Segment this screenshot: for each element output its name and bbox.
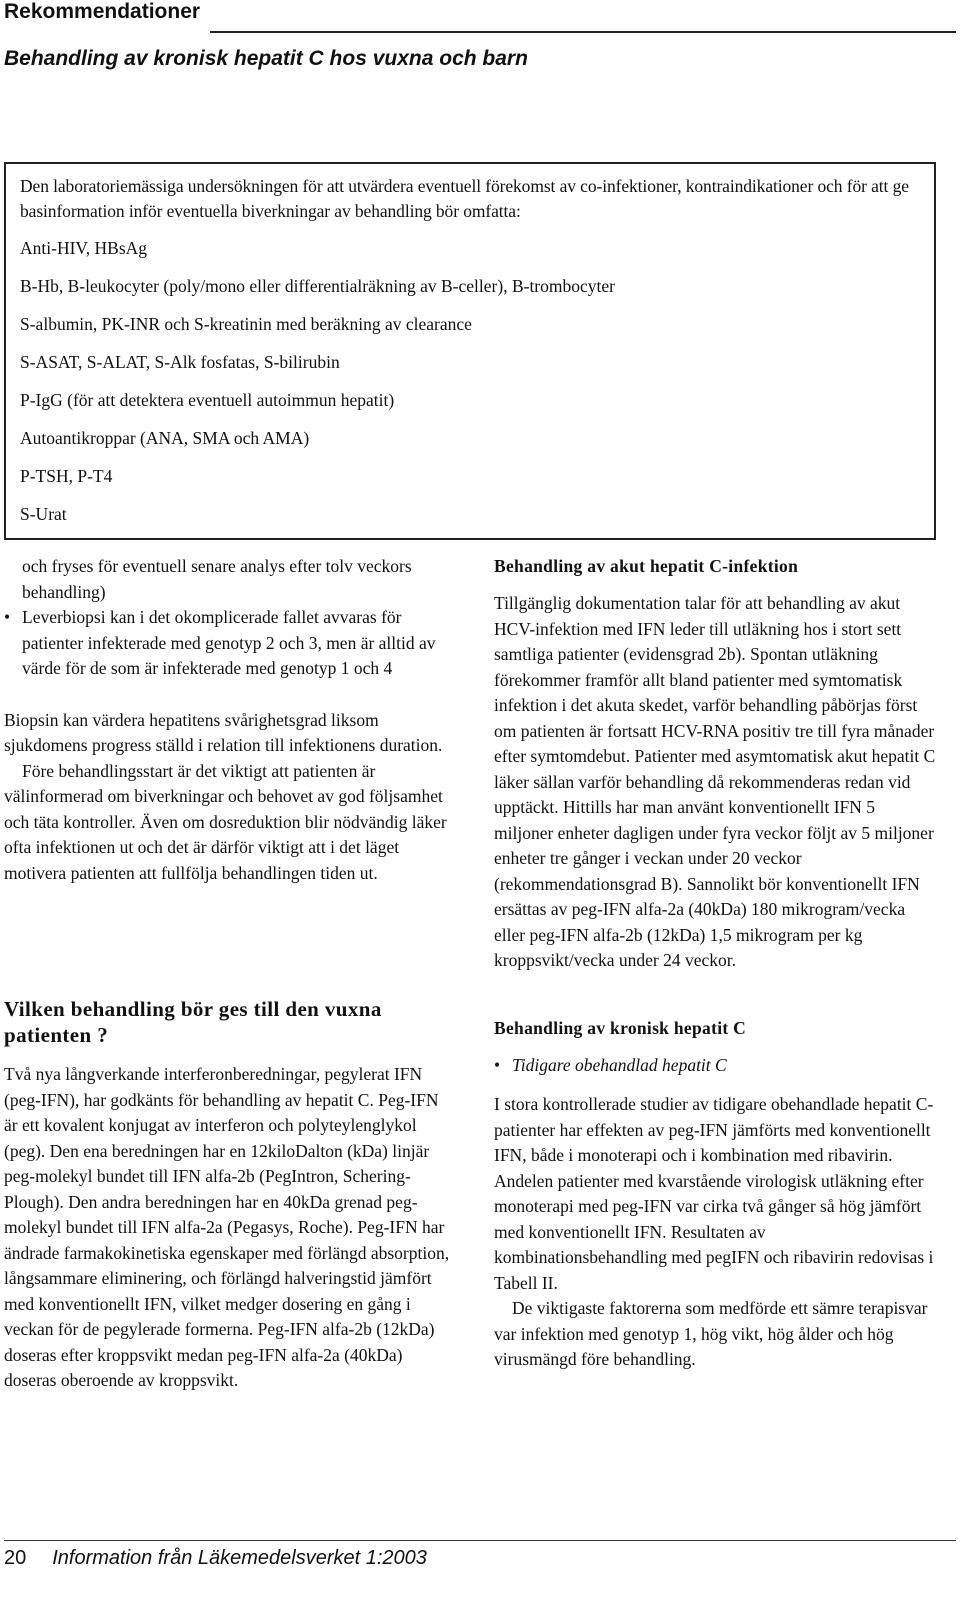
box-item: Autoantikroppar (ANA, SMA och AMA) (20, 428, 310, 448)
box-item: S-Urat (20, 504, 67, 524)
box-item: S-ASAT, S-ALAT, S-Alk fosfatas, S-bilirubin (20, 352, 340, 372)
lab-tests-box (4, 162, 936, 540)
box-item: P-TSH, P-T4 (20, 466, 113, 486)
left-column-upper (4, 554, 452, 886)
bullet-text: Tidigare obehandlad hepatit C (512, 1054, 727, 1075)
subheading-chronic: Behandling av kronisk hepatit C (494, 1017, 747, 1038)
bullet-text: Leverbiopsi kan i det okomplicerade fallet avvaras för patienter infekterade med genotyp 2 och 3, men är alltid av värde för de som är infekterade med genotyp 1 och 4 (22, 607, 436, 678)
paragraph: I stora kontrollerade studier av tidigare obehandlade hepatit C-patienter har effekten av peg-IFN jämförts med konventionellt IFN, både i monoterapi och i kombination med ribavirin. Andelen patienter med kvarstående virologisk utläkning efter monoterapi med peg-IFN var cirka två gånger så hög jämfört med konventionellt IFN. Resultaten av kombinationsbehandling med pegIFN och ribavirin redovisas i Tabell II. (494, 1094, 934, 1293)
box-item: B-Hb, B-leukocyter (poly/mono eller differentialräkning av B-celler), B-trombocyter (20, 276, 615, 296)
biopsy-bullet (4, 605, 452, 682)
paragraph: Biopsin kan värdera hepatitens svårighetsgrad liksom sjukdomens progress ställd i relation till infektionens duration. (4, 709, 443, 755)
box-intro-text: Den laboratoriemässiga undersökningen för att utvärdera eventuell förekomst av co-infektioner, kontraindikationer och för att ge basinformation inför eventuella biverkningar av behandling bör omfatta: (20, 176, 909, 221)
section-heading: Vilken behandling bör ges till den vuxna patienten ? (4, 997, 382, 1047)
page-number: 20 (4, 1547, 27, 1569)
paragraph: Tillgänglig dokumentation talar för att behandling av akut HCV-infektion med IFN leder till utläkning hos i stort sett samtliga patienter (evidensgrad 2b). Spontan utläkning förekommer framför allt bland patienter med symtomatisk infektion i det akuta skedet, varför behandling påbörjas först om patienten är fortsatt HCV-RNA positiv tre till fyra månader efter symtomdebut. Patienter med asymtomatisk akut hepatit C läker sällan varför behandling då rekommenderas redan vid upptäckt. Hittills har man använt konventionellt IFN 5 miljoner enheter dagligen under fyra veckor följt av 5 miljoner enheter tre gånger i veckan under 20 veckor (rekommendationsgrad B). Sannolikt bör konventionellt IFN ersättas av peg-IFN alfa-2a (40kDa) 180 mikrogram/vecka eller peg-IFN alfa-2b (12kDa) 1,5 mikrogram per kg kroppsvikt/vecka under 24 veckor. (494, 593, 936, 970)
bullet-icon: • (494, 1054, 501, 1075)
paragraph: Två nya långverkande interferonberedningar, pegylerat IFN (peg-IFN), har godkänts för behandling av hepatit C. Peg-IFN är ett kovalent konjugat av interferon och polyteylenglykol (peg). Den ena beredningen har en 12kiloDalton (kDa) linjär peg-molekyl bundet till IFN alfa-2b (PegIntron, Schering-Plough). Den andra beredningen har en 40kDa grenad peg-molekyl bundet till IFN alfa-2a (Pegasys, Roche). Peg-IFN har ändrade farmakokinetiska egenskaper med förlängd absorption, långsammare eliminering, och förlängd halveringstid jämfört med konventionellt IFN, vilket medger dosering en gång i veckan för de pegylerade formerna. Peg-IFN alfa-2b (12kDa) doseras efter kroppsvikt medan peg-IFN alfa-2a (40kDa) doseras oberoende av kroppsvikt. (4, 1064, 450, 1390)
untreated-bullet (494, 1053, 936, 1079)
document-subtitle: Behandling av kronisk hepatit C hos vuxna och barn (4, 47, 528, 70)
bullet-icon: • (4, 607, 11, 627)
footer-rule (4, 1540, 956, 1541)
page-footer (4, 1546, 427, 1570)
paragraph: Före behandlingsstart är det viktigt att patienten är välinformerad om biverkningar och behovet av god följsamhet och täta kontroller. Även om dosreduktion blir nödvändig läker ofta infektionen ut och det är därför viktigt att i det läget motivera patienten att fullfölja behandlingen tiden ut. (4, 760, 447, 883)
paragraph: De viktigaste faktorerna som medförde ett sämre terapisvar var infektion med genotyp 1, hög vikt, hög ålder och hög virusmängd före behandling. (494, 1298, 928, 1369)
header-rule (210, 31, 956, 33)
publication-name: Information från Läkemedelsverket 1:2003 (52, 1547, 427, 1569)
box-item: P-IgG (för att detektera eventuell autoimmun hepatit) (20, 390, 395, 410)
section-title: Rekommendationer (4, 0, 201, 23)
box-item: Anti-HIV, HBsAg (20, 238, 148, 258)
box-item: S-albumin, PK-INR och S-kreatinin med beräkning av clearance (20, 314, 472, 334)
continued-text: och fryses för eventuell senare analys efter tolv veckors behandling) (22, 556, 412, 602)
left-column-lower (4, 1062, 452, 1394)
right-column (494, 554, 936, 1373)
subheading-acute: Behandling av akut hepatit C-infektion (494, 556, 799, 576)
